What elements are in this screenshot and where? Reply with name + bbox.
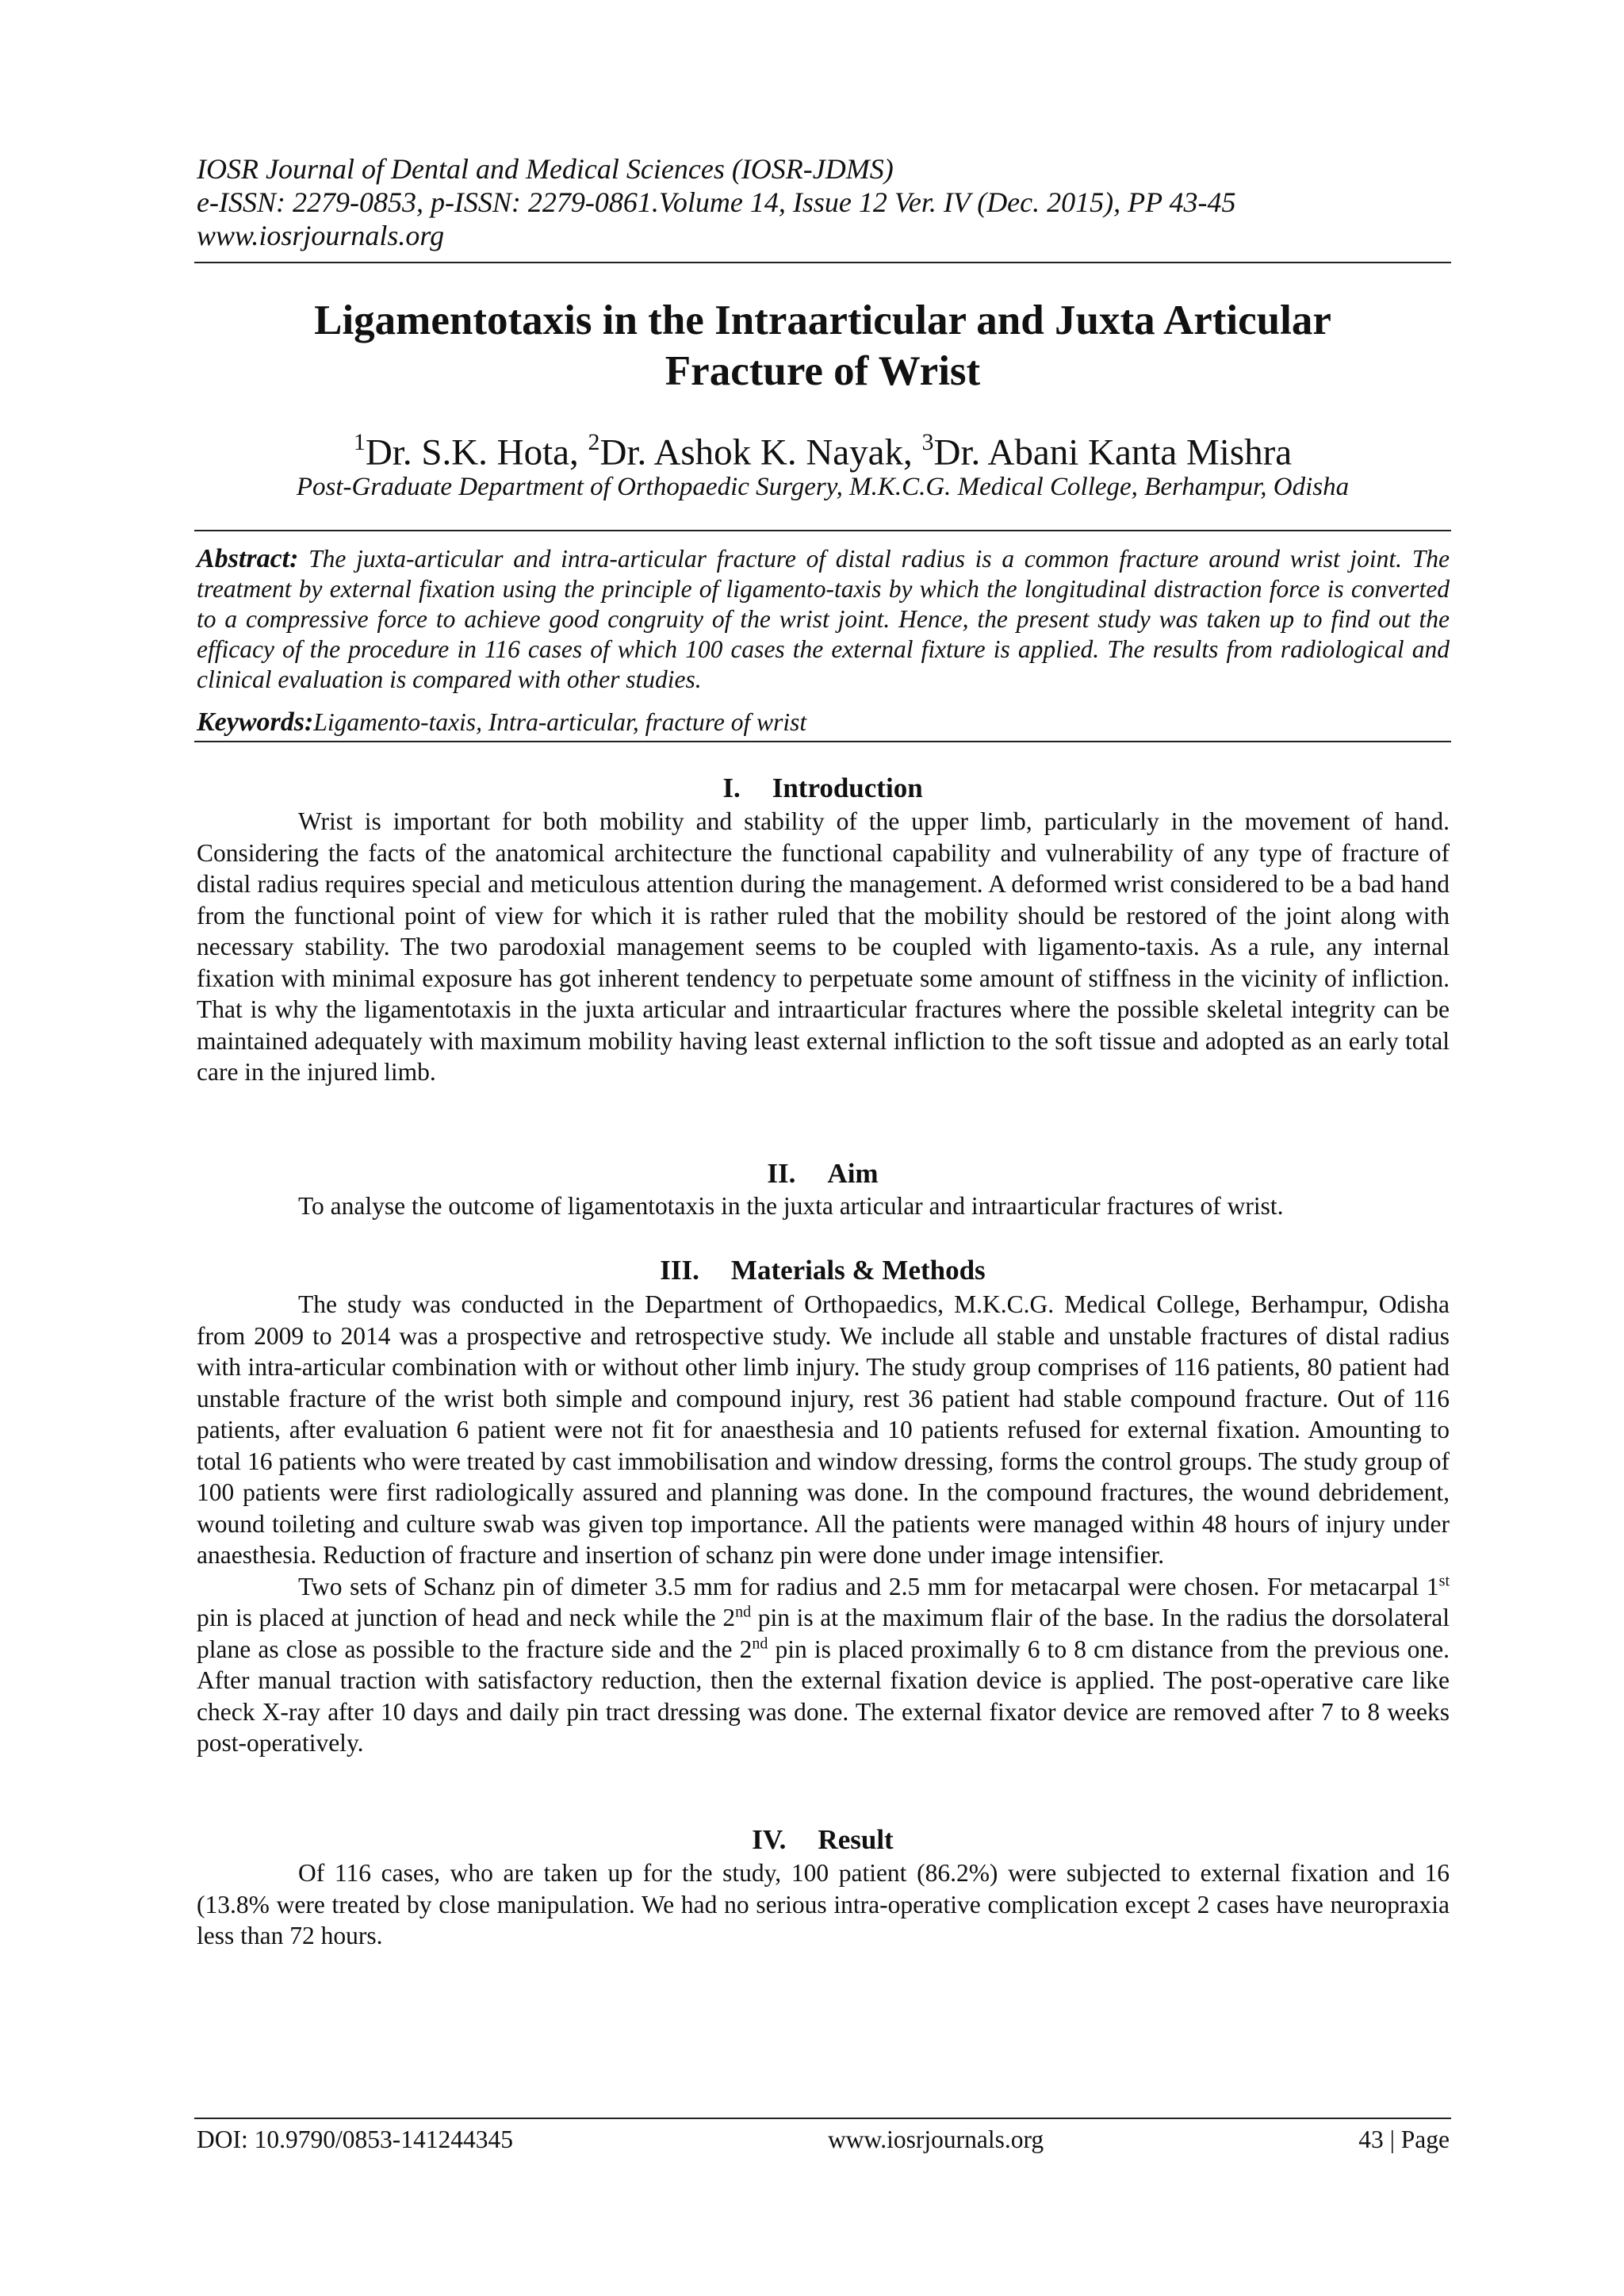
footer-divider [194, 2118, 1451, 2119]
paragraph: The study was conducted in the Department of Orthopaedics, M.K.C.G. Medical College, Berhampur, Odisha from 2009 to 2014 was a prospective and retrospective study. We include all stable and unstable fractures of distal radius with intra-articular combination with or without other limb injury. The study group comprises of 116 patients, 80 patient had unstable fracture of the wrist both simple and compound injury, rest 36 patient had stable compound fracture. Out of 116 patients, after evaluation 6 patient were not fit for anaesthesia and 10 patients refused for external fixation. Amounting to total 16 patients who were treated by cast immobilisation and window dressing, forms the control groups. The study group of 100 patients were first radiologically assured and planning was done. In the compound fractures, the wound debridement, wound toileting and culture swab was given top importance. All the patients were managed within 48 hours of injury under anaesthesia. Reduction of fracture and insertion of schanz pin were done under image intensifier. [197, 1290, 1450, 1569]
paper-title [194, 295, 1451, 397]
abstract-text: The juxta-articular and intra-articular fracture of distal radius is a common fracture around wrist joint. The treatment by external fixation using the principle of ligamento-taxis by which the longitudinal distraction force is converted to a compressive force to achieve good congruity of the wrist joint. Hence, the present study was taken up to find out the efficacy of the procedure in 116 cases of which 100 cases the external fixture is applied. The results from radiological and clinical evaluation is compared with other studies. [197, 545, 1450, 693]
paragraph: Of 116 cases, who are taken up for the study, 100 patient (86.2%) were subjected to external fixation and 16 (13.8% were treated by close manipulation. We had no serious intra-operative complication except 2 cases have neuropraxia less than 72 hours. [197, 1859, 1450, 1949]
author-1-name: Dr. S.K. Hota, [365, 431, 588, 473]
section-number: III. [660, 1255, 699, 1286]
title-line-1: Ligamentotaxis in the Intraarticular and Juxta Articular [314, 297, 1331, 343]
section-number: II. [767, 1158, 796, 1189]
author-2-name: Dr. Ashok K. Nayak, [599, 431, 922, 473]
text-run: pin is placed at junction of head and neck while the 2 [197, 1604, 736, 1631]
author-list [194, 422, 1451, 475]
author-3-index: 3 [921, 429, 934, 455]
title-line-2: Fracture of Wrist [665, 348, 981, 394]
paragraph: Wrist is important for both mobility and stability of the upper limb, particularly in the movement of hand. Considering the facts of the anatomical architecture the functional capability and vulnerability of any type of fracture of distal radius requires special and meticulous attention during the management. A deformed wrist considered to be a bad hand from the functional point of view for which it is rather ruled that the mobility should be restored of the joint along with necessary stability. The two parodoxial management seems to be coupled with ligamento-taxis. As a rule, any internal fixation with minimal exposure has got inherent tendency to perpetuate some amount of stiffness in the vicinity of infliction. That is why the ligamentotaxis in the juxta articular and intraarticular fractures where the possible skeletal integrity can be maintained adequately with maximum mobility having least external infliction to the soft tissue and adopted as an early total care in the injured limb. [197, 807, 1450, 1086]
superscript: st [1438, 1572, 1450, 1589]
text-run: pin is at the maximum flair of the base. In the radius the dorsolateral plane as close as possible to the fracture side and the 2 [197, 1604, 1450, 1663]
header-divider [194, 262, 1451, 263]
author-1-index: 1 [353, 429, 366, 455]
footer-page-number: 43 | Page [1358, 2125, 1450, 2153]
section-title: Materials & Methods [730, 1255, 986, 1286]
page-footer [197, 2124, 1450, 2156]
section-number: IV. [752, 1824, 787, 1855]
author-2-index: 2 [588, 429, 600, 455]
abstract-bottom-divider [194, 741, 1451, 742]
journal-website: www.iosrjournals.org [197, 220, 445, 251]
superscript: nd [752, 1635, 768, 1652]
journal-issn: e-ISSN: 2279-0853, p-ISSN: 2279-0861.Volume 14, Issue 12 Ver. IV (Dec. 2015), PP 43-45 [197, 186, 1236, 218]
abstract [197, 544, 1450, 695]
aim-body: To analyse the outcome of ligamentotaxis in the juxta articular and intraarticular fractures of wrist. [298, 1192, 1284, 1220]
section-heading-aim [194, 1158, 1451, 1190]
introduction-body [197, 806, 1450, 1088]
section-title: Aim [827, 1158, 879, 1189]
methods-body [197, 1289, 1450, 1759]
journal-header [197, 152, 1451, 252]
section-heading-methods [194, 1255, 1451, 1286]
journal-name: IOSR Journal of Dental and Medical Sciences (IOSR-JDMS) [197, 153, 894, 185]
footer-website: www.iosrjournals.org [828, 2125, 1044, 2153]
paragraph [197, 1571, 1450, 1759]
abstract-top-divider [194, 530, 1451, 531]
section-title: Introduction [772, 772, 923, 803]
footer-doi: DOI: 10.9790/0853-141244345 [197, 2125, 513, 2153]
keywords [197, 707, 1450, 738]
result-body [197, 1857, 1450, 1952]
section-heading-introduction [194, 772, 1451, 804]
abstract-label: Abstract: [197, 544, 299, 573]
section-heading-result [194, 1824, 1451, 1856]
section-title: Result [818, 1824, 894, 1855]
keywords-text: Ligamento-taxis, Intra-articular, fracture of wrist [313, 708, 807, 736]
keywords-label: Keywords: [197, 707, 314, 737]
section-number: I. [722, 772, 741, 803]
text-run: Two sets of Schanz pin of dimeter 3.5 mm for radius and 2.5 mm for metacarpal were chosen. For metacarpal 1 [298, 1572, 1439, 1600]
superscript: nd [735, 1603, 752, 1621]
text-run: pin is placed proximally 6 to 8 cm distance from the previous one. After manual traction with satisfactory reduction, then the external fixation device is applied. The post-operative care like check X-ray after 10 days and daily pin tract dressing was done. The external fixator device are removed after 7 to 8 weeks post-operatively. [197, 1635, 1450, 1757]
affiliation: Post-Graduate Department of Orthopaedic Surgery, M.K.C.G. Medical College, Berhampur, Odisha [296, 473, 1350, 501]
author-3-name: Dr. Abani Kanta Mishra [933, 431, 1293, 473]
